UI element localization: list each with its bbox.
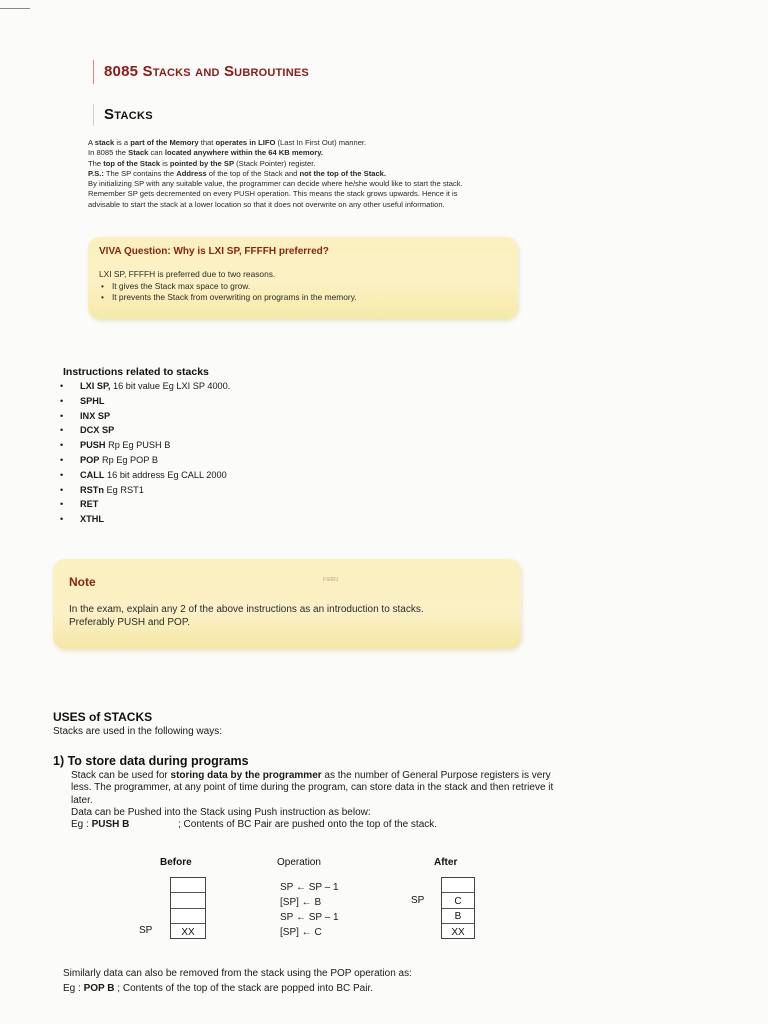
operation-step: [SP] ← C	[280, 927, 322, 938]
text-run: Data can be Pushed into the Stack using Push instruction as below:	[71, 806, 371, 818]
top-rule	[0, 8, 30, 9]
text-run: of the top of the Stack and	[206, 168, 300, 178]
intro-line	[88, 200, 628, 210]
intro-line	[88, 169, 628, 179]
bullet-icon: •	[60, 395, 64, 406]
eg-label: Eg : PUSH B	[71, 819, 130, 831]
stack-cell	[171, 909, 205, 924]
text-run: A	[88, 138, 95, 147]
instruction-mnemonic: INX SP	[80, 410, 111, 421]
viva-point: • It gives the Stack max space to grow.	[101, 281, 357, 293]
instruction-item	[60, 512, 230, 527]
instruction-mnemonic: SPHL	[80, 395, 105, 406]
bold-text: P.S.:	[88, 168, 104, 178]
stack-after	[441, 877, 475, 939]
instruction-desc: 16 bit value Eg LXI SP 4000.	[110, 381, 231, 391]
instruction-desc: Eg RST1	[104, 484, 144, 495]
bold-text: Address	[176, 168, 207, 178]
stack-cell: XX	[451, 926, 465, 938]
note-tag: FS0RJ	[323, 577, 339, 583]
stack-cell: XX	[181, 926, 195, 938]
instruction-item	[60, 394, 230, 409]
instruction-desc: Rp Eg PUSH B	[105, 440, 171, 451]
viva-title: VIVA Question: Why is LXI SP, FFFFH preferred?	[99, 246, 329, 257]
viva-callout	[88, 237, 518, 319]
bullet-icon: •	[60, 514, 64, 525]
use-paragraph	[71, 770, 661, 831]
text-run: In 8085 the	[88, 148, 129, 158]
text-run: The SP contains the	[103, 168, 177, 178]
text-run: less. The programmer, at any point of time during the program, can store data in the stack and then retrieve it	[71, 782, 554, 794]
bullet-icon: •	[60, 454, 64, 465]
push-example	[71, 819, 661, 831]
text-run: The	[88, 158, 104, 168]
diagram-operation-label: Operation	[277, 857, 321, 868]
instruction-desc: Rp Eg POP B	[99, 454, 158, 465]
instruction-mnemonic: RSTn	[80, 484, 104, 495]
eg-instruction: PUSH B	[91, 819, 130, 831]
footer-eg-label: Eg :	[63, 983, 84, 994]
bold-text: top of the Stack	[103, 158, 161, 168]
note-body	[69, 604, 424, 629]
section-title-stacks: Stacks	[93, 104, 153, 126]
instruction-mnemonic: CALL	[80, 469, 105, 480]
bold-text: Stack	[128, 148, 149, 158]
bold-text: operates in LIFO	[215, 138, 276, 147]
instruction-item	[60, 379, 230, 394]
footer-example	[63, 981, 412, 996]
bullet-icon: •	[60, 425, 64, 436]
text-run: (Stack Pointer) register.	[234, 158, 316, 168]
instruction-item	[60, 497, 230, 512]
intro-text	[88, 138, 628, 210]
diagram-after-label: After	[434, 857, 458, 868]
text-run: By initializing SP with any suitable value, the programmer can decide where he/she would like to start the stack.	[88, 179, 463, 189]
diagram-before-label: Before	[160, 857, 192, 868]
text-run: Stack can be used for	[71, 770, 171, 781]
bullet-icon: •	[60, 484, 64, 495]
paragraph-line	[71, 770, 661, 782]
bold-text: stack	[94, 138, 115, 147]
intro-line	[88, 179, 628, 189]
bold-text: pointed by the SP	[169, 158, 235, 168]
operation-list	[280, 880, 339, 940]
instruction-mnemonic: DCX SP	[80, 425, 115, 436]
instruction-mnemonic: RET	[80, 499, 99, 510]
instruction-item	[60, 409, 230, 424]
instruction-item	[60, 453, 230, 468]
intro-line	[88, 148, 628, 158]
footer-eg-desc: ; Contents of the top of the stack are popped into BC Pair.	[114, 983, 374, 994]
instruction-item	[60, 423, 230, 438]
intro-line	[88, 159, 628, 169]
note-callout	[53, 559, 521, 649]
paragraph-line	[71, 782, 661, 794]
text-run: (Last In First Out) manner.	[275, 138, 367, 147]
instruction-desc: 16 bit address Eg CALL 2000	[104, 469, 227, 480]
intro-line	[88, 189, 628, 199]
paragraph-line	[71, 807, 661, 819]
stack-cell: B	[442, 909, 474, 924]
operation-step: SP ← SP – 1	[280, 912, 339, 923]
instruction-item	[60, 468, 230, 483]
intro-line	[88, 138, 628, 148]
uses-subtitle: Stacks are used in the following ways:	[53, 726, 222, 737]
footer-line: Similarly data can also be removed from the stack using the POP operation as:	[63, 968, 412, 979]
stack-before	[170, 877, 206, 939]
operation-step: SP ← SP – 1	[280, 882, 339, 893]
paragraph-line	[71, 795, 661, 807]
note-title: Note	[69, 575, 96, 589]
instructions-list	[60, 379, 230, 527]
bullet-icon: •	[60, 469, 64, 480]
note-line: Preferably PUSH and POP.	[69, 616, 190, 628]
stack-cell: C	[442, 894, 474, 909]
footer-eg-instruction: POP B	[83, 983, 115, 994]
instruction-item	[60, 438, 230, 453]
text-run: is a	[114, 138, 131, 147]
stack-cell	[171, 878, 205, 893]
text-run: can	[148, 148, 165, 158]
operation-step: [SP] ← B	[280, 897, 322, 908]
text-run: Remember SP gets decremented on every PUSH operation. This means the stack grows upwards. Hence it is	[88, 189, 458, 199]
instruction-mnemonic: POP	[80, 454, 100, 465]
note-line: In the exam, explain any 2 of the above instructions as an introduction to stacks.	[69, 604, 424, 615]
viva-intro: LXI SP, FFFFH is preferred due to two reasons.	[99, 269, 276, 279]
footer-text	[63, 966, 412, 996]
text-run: as the number of General Purpose registers is very	[321, 770, 551, 781]
bullet-icon: •	[60, 440, 64, 451]
text-run: later.	[71, 794, 93, 806]
use-section-title: 1) To store data during programs	[53, 754, 249, 768]
instruction-mnemonic: XTHL	[80, 514, 104, 525]
text-run: advisable to start the stack at a lower location so that it does not overwrite on any other useful information.	[88, 199, 445, 209]
bold-text: not the top of the Stack.	[299, 168, 387, 178]
sp-label-after: SP	[411, 895, 425, 906]
viva-point: • It prevents the Stack from overwriting on programs in the memory.	[101, 292, 357, 304]
text-run: is	[160, 158, 170, 168]
uses-title: USES of STACKS	[53, 710, 153, 724]
bullet-icon: •	[60, 381, 64, 391]
instruction-item	[60, 483, 230, 498]
bold-text: part of the Memory	[130, 138, 199, 147]
page-title: 8085 Stacks and Subroutines	[93, 60, 309, 84]
stack-cell	[171, 894, 205, 909]
bullet-icon: •	[60, 410, 64, 421]
bold-text: storing data by the programmer	[170, 770, 322, 781]
sp-label-before: SP	[139, 925, 153, 936]
bold-text: located anywhere within the 64 KB memory.	[164, 148, 323, 158]
stack-cell	[442, 878, 474, 893]
text-run: that	[198, 138, 216, 147]
instruction-mnemonic: PUSH	[80, 440, 106, 451]
instruction-mnemonic: LXI SP,	[80, 381, 111, 391]
viva-body	[99, 269, 357, 304]
bullet-icon: •	[60, 499, 64, 510]
instructions-title: Instructions related to stacks	[63, 366, 209, 378]
eg-desc: ; Contents of BC Pair are pushed onto the top of the stack.	[178, 819, 438, 831]
